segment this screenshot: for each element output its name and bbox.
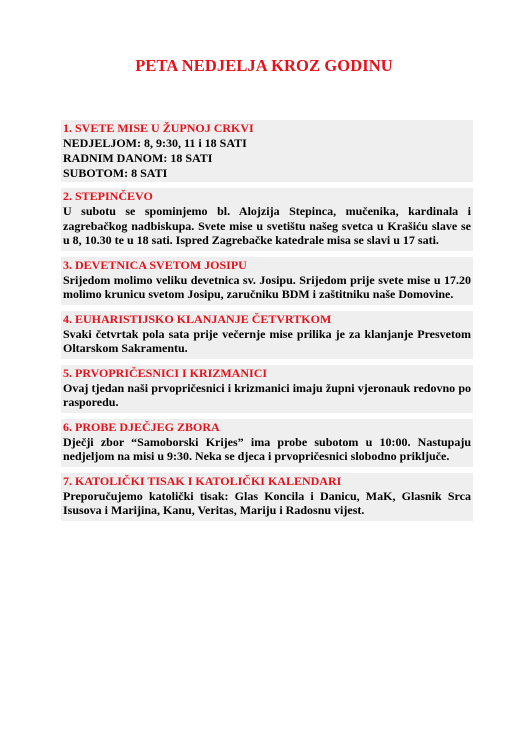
section-body: Ovaj tjedan naši prvopričesnici i krizmanici imaju župni vjeronauk redovno po rasporedu.	[63, 380, 471, 409]
section-stepincevo	[61, 188, 473, 251]
schedule-saturday: SUBOTOM: 8 SATI	[63, 166, 168, 180]
bulletin-content	[61, 120, 473, 527]
section-mass-schedule	[61, 120, 473, 182]
section-body: U subotu se spominjemo bl. Alojzija Stepinca, mučenika, kardinala i zagrebačkog nadbiskupa. Svete mise u svetištu našeg svetca u Krašiću slave se u 8, 10.30 te u 18 sati. Ispred Zagrebačke katedrale misa se slavi u 17 sati.	[63, 204, 471, 247]
section-heading: 5. PRVOPRIČESNICI I KRIZMANICI	[63, 365, 268, 380]
section-heading: 2. STEPINČEVO	[63, 189, 153, 203]
section-body: Svaki četvrtak pola sata prije večernje mise prilika je za klanjanje Presvetom Oltarskom Sakramentu.	[63, 326, 471, 355]
section-catholic-press	[61, 473, 473, 521]
section-choir	[61, 419, 473, 467]
section-adoration	[61, 311, 473, 359]
section-body: Srijedom molimo veliku devetnica sv. Josipu. Srijedom prije svete mise u 17.20 molimo krunicu svetom Josipu, zaručniku BDM i zaštitniku naše Domovine.	[63, 272, 471, 301]
section-novena	[61, 257, 473, 305]
section-heading: 3. DEVETNICA SVETOM JOSIPU	[63, 257, 247, 272]
section-heading: 6. PROBE DJEČJEG ZBORA	[63, 419, 220, 434]
section-first-communion	[61, 365, 473, 413]
section-heading: 1. SVETE MISE U ŽUPNOJ CRKVI	[63, 121, 254, 135]
section-body: Preporučujemo katolički tisak: Glas Koncila i Danicu, MaK, Glasnik Srca Isusova i Marijina, Kanu, Veritas, Mariju i Radosnu vijest.	[63, 488, 471, 517]
section-heading: 7. KATOLIČKI TISAK I KATOLIČKI KALENDARI	[63, 473, 342, 488]
page-title: PETA NEDJELJA KROZ GODINU	[135, 56, 393, 75]
section-heading: 4. EUHARISTIJSKO KLANJANJE ČETVRTKOM	[63, 311, 332, 326]
schedule-weekday: RADNIM DANOM: 18 SATI	[63, 151, 213, 165]
section-body: Dječji zbor “Samoborski Krijes” ima probe subotom u 10:00. Nastupaju nedjeljom na misi u 9:30. Neka se djeca i prvopričesnici slobodno priključe.	[63, 434, 471, 463]
schedule-sunday: NEDJELJOM: 8, 9:30, 11 i 18 SATI	[63, 136, 247, 150]
